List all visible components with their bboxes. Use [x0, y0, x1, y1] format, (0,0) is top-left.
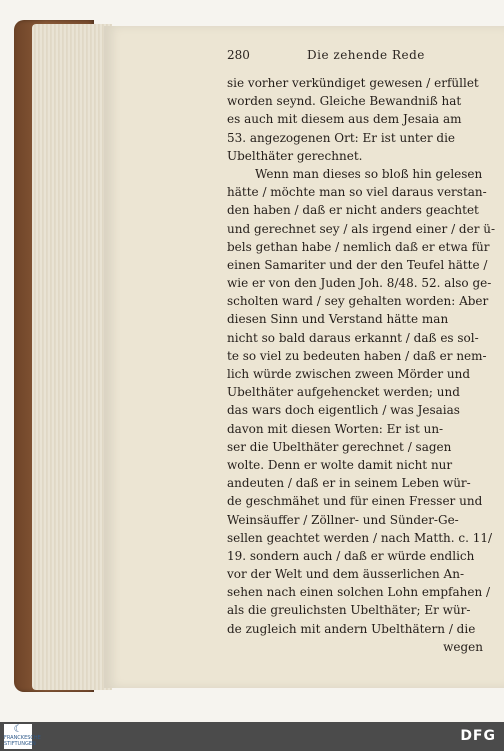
dfg-logo[interactable]: DFG [460, 728, 496, 744]
viewer-footer [0, 722, 504, 751]
text-line: worden seynd. Gleiche Bewandniß hat [227, 94, 462, 109]
text-line: sie vorher verkündiget gewesen / erfüllet [227, 76, 479, 90]
text-line: bels gethan habe / nemlich daß er etwa für [227, 239, 490, 254]
running-head-title: Die zehende Rede [307, 48, 425, 62]
text-line: ser die Ubelthäter gerechnet / sagen [227, 439, 452, 454]
text-line: und gerechnet sey / als irgend einer / der ü- [227, 221, 496, 236]
text-line: einen Samariter und der den Teufel hätte / [227, 257, 488, 272]
text-line: de geschmähet und für einen Fresser und [227, 494, 483, 509]
running-head [227, 48, 497, 66]
text-line: vor der Welt und dem äusserlichen An- [227, 567, 465, 582]
catchword: wegen [443, 639, 483, 654]
text-block [227, 74, 496, 656]
text-line: sellen geachtet werden / nach Matth. c. 11/ [227, 530, 493, 545]
text-line: als die greulichsten Ubelthäter; Er wür- [227, 603, 471, 618]
text-line: sehen nach einen solchen Lohn empfahen / [227, 585, 491, 600]
library-logo[interactable] [4, 724, 41, 749]
text-line: andeuten / daß er in seinem Leben wür- [227, 476, 471, 491]
library-logo-text: FRANCKESCHE STIFTUNGEN [4, 735, 41, 747]
text-line: das wars doch eigentlich / was Jesaias [227, 403, 460, 418]
library-emblem-icon: ☾ [13, 724, 23, 735]
page-number: 280 [227, 48, 250, 62]
text-line: 19. sondern auch / daß er würde endlich [227, 548, 475, 563]
text-line: scholten ward / sey gehalten worden: Aber [227, 294, 489, 309]
text-line: lich würde zwischen zween Mörder und [227, 367, 471, 381]
text-line: wie er von den Juden Joh. 8/48. 52. also ge- [227, 276, 492, 291]
text-line: te so viel zu bedeuten haben / daß er nem- [227, 348, 487, 363]
text-line: 53. angezogenen Ort: Er ist unter die [227, 130, 456, 145]
text-line: de zugleich mit andern Ubelthätern / die [227, 621, 476, 636]
text-line: diesen Sinn und Verstand hätte man [227, 312, 449, 327]
text-line: den haben / daß er nicht anders geachtet [227, 203, 479, 218]
text-line: Ubelthäter aufgehencket werden; und [227, 385, 460, 400]
text-line: hätte / möchte man so viel daraus verstan- [227, 185, 487, 200]
text-line: Ubelthäter gerechnet. [227, 148, 363, 163]
text-line: wolte. Denn er wolte damit nicht nur [227, 457, 453, 472]
text-line: Weinsäuffer / Zöllner- und Sünder-Ge- [227, 512, 459, 527]
text-line: davon mit diesen Worten: Er ist un- [227, 421, 444, 436]
text-line: nicht so bald daraus erkannt / daß es sol- [227, 330, 479, 345]
text-line: es auch mit diesem aus dem Jesaia am [227, 112, 462, 127]
page-edges [32, 24, 112, 690]
text-line: Wenn man dieses so bloß hin gelesen [255, 166, 483, 181]
